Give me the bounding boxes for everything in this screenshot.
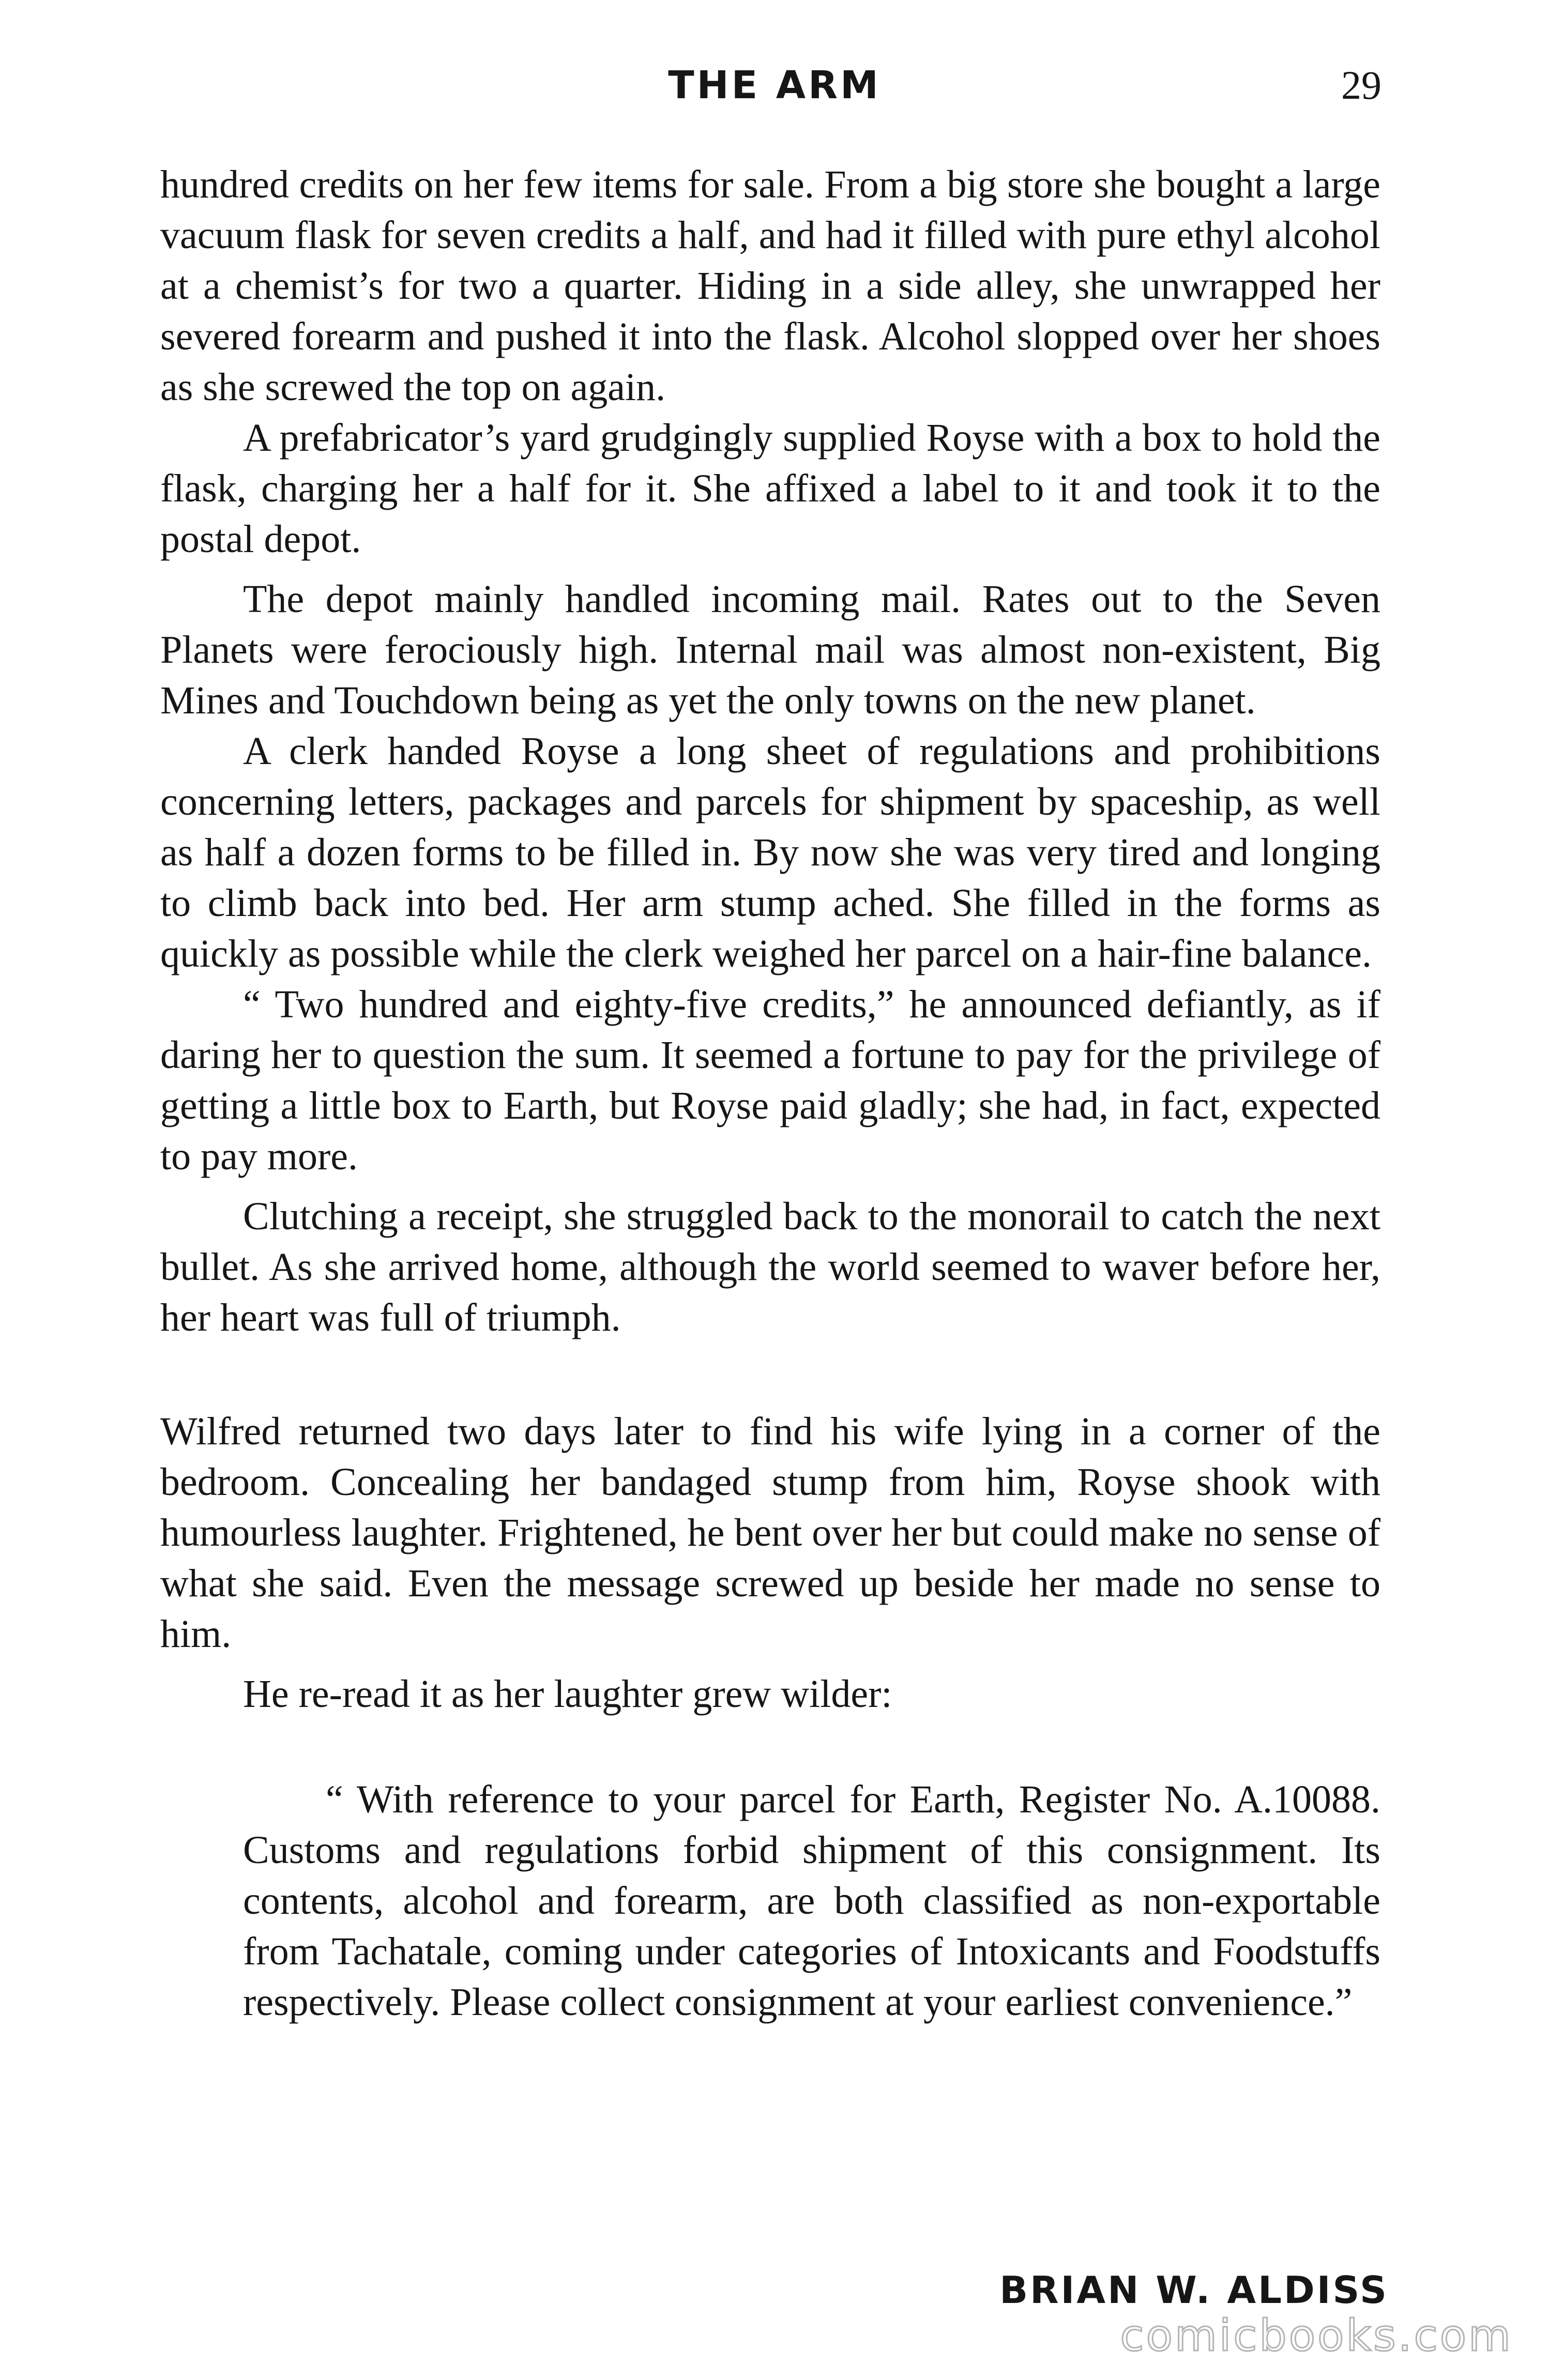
quoted-message-text: “ With reference to your parcel for Earth, Register No. A.10088. Customs and regulations forbid shipment of this consignment. Its contents, alcohol and forearm, are both classified as non-exportable from Tachatale, coming under categories of Intoxicants and Foodstuffs respectively. Please collect consignment at your earliest convenience.” (243, 1778, 1380, 2024)
paragraph-7: Wilfred returned two days later to find his wife lying in a corner of the bedroom. Concealing her bandaged stump from him, Royse shook with humourless laughter. Frightened, he bent over her but could make no sense of what she said. Even the message screwed up beside her made no sense to him. (160, 1410, 1380, 1656)
paragraph-1: hundred credits on her few items for sale. From a big store she bought a large vacuum flask for seven credits a half, and had it filled with pure ethyl alcohol at a chemist’s for two a quarter. Hiding in a side alley, she unwrapped her severed forearm and pushed it into the flask. Alcohol slopped over her shoes as she screwed the top on again. (160, 163, 1380, 409)
paragraph-8: He re-read it as her laughter grew wilder: (243, 1672, 892, 1716)
paragraph-5: “ Two hundred and eighty-five credits,” he announced defiantly, as if daring her to question the sum. It seemed a fortune to pay for the privilege of getting a little box to Earth, but Royse paid gladly; she had, in fact, expected to pay more. (160, 983, 1380, 1178)
page-number: 29 (1341, 63, 1381, 108)
author-byline: BRIAN W. ALDISS (999, 2268, 1389, 2312)
story-text (160, 159, 1380, 2027)
site-watermark: comicbooks.com (1120, 2310, 1513, 2361)
paragraph-4: A clerk handed Royse a long sheet of regulations and prohibitions concerning letters, packages and parcels for shipment by spaceship, as well as half a dozen forms to be filled in. By now she was very tired and longing to climb back into bed. Her arm stump ached. She filled in the forms as quickly as possible while the clerk weighed her parcel on a hair-fine balance. (160, 729, 1380, 975)
quoted-message (243, 1774, 1380, 2027)
paragraph-3: The depot mainly handled incoming mail. Rates out to the Seven Planets were ferociously high. Internal mail was almost non-existent, Big Mines and Touchdown being as yet the only towns on the new planet. (160, 577, 1380, 722)
running-title: THE ARM (668, 63, 881, 108)
paragraph-2: A prefabricator’s yard grudgingly supplied Royse with a box to hold the flask, charging her a half for it. She affixed a label to it and took it to the postal depot. (160, 416, 1380, 561)
paragraph-6: Clutching a receipt, she struggled back to the monorail to catch the next bullet. As she arrived home, although the world seemed to waver before her, her heart was full of triumph. (160, 1195, 1380, 1339)
